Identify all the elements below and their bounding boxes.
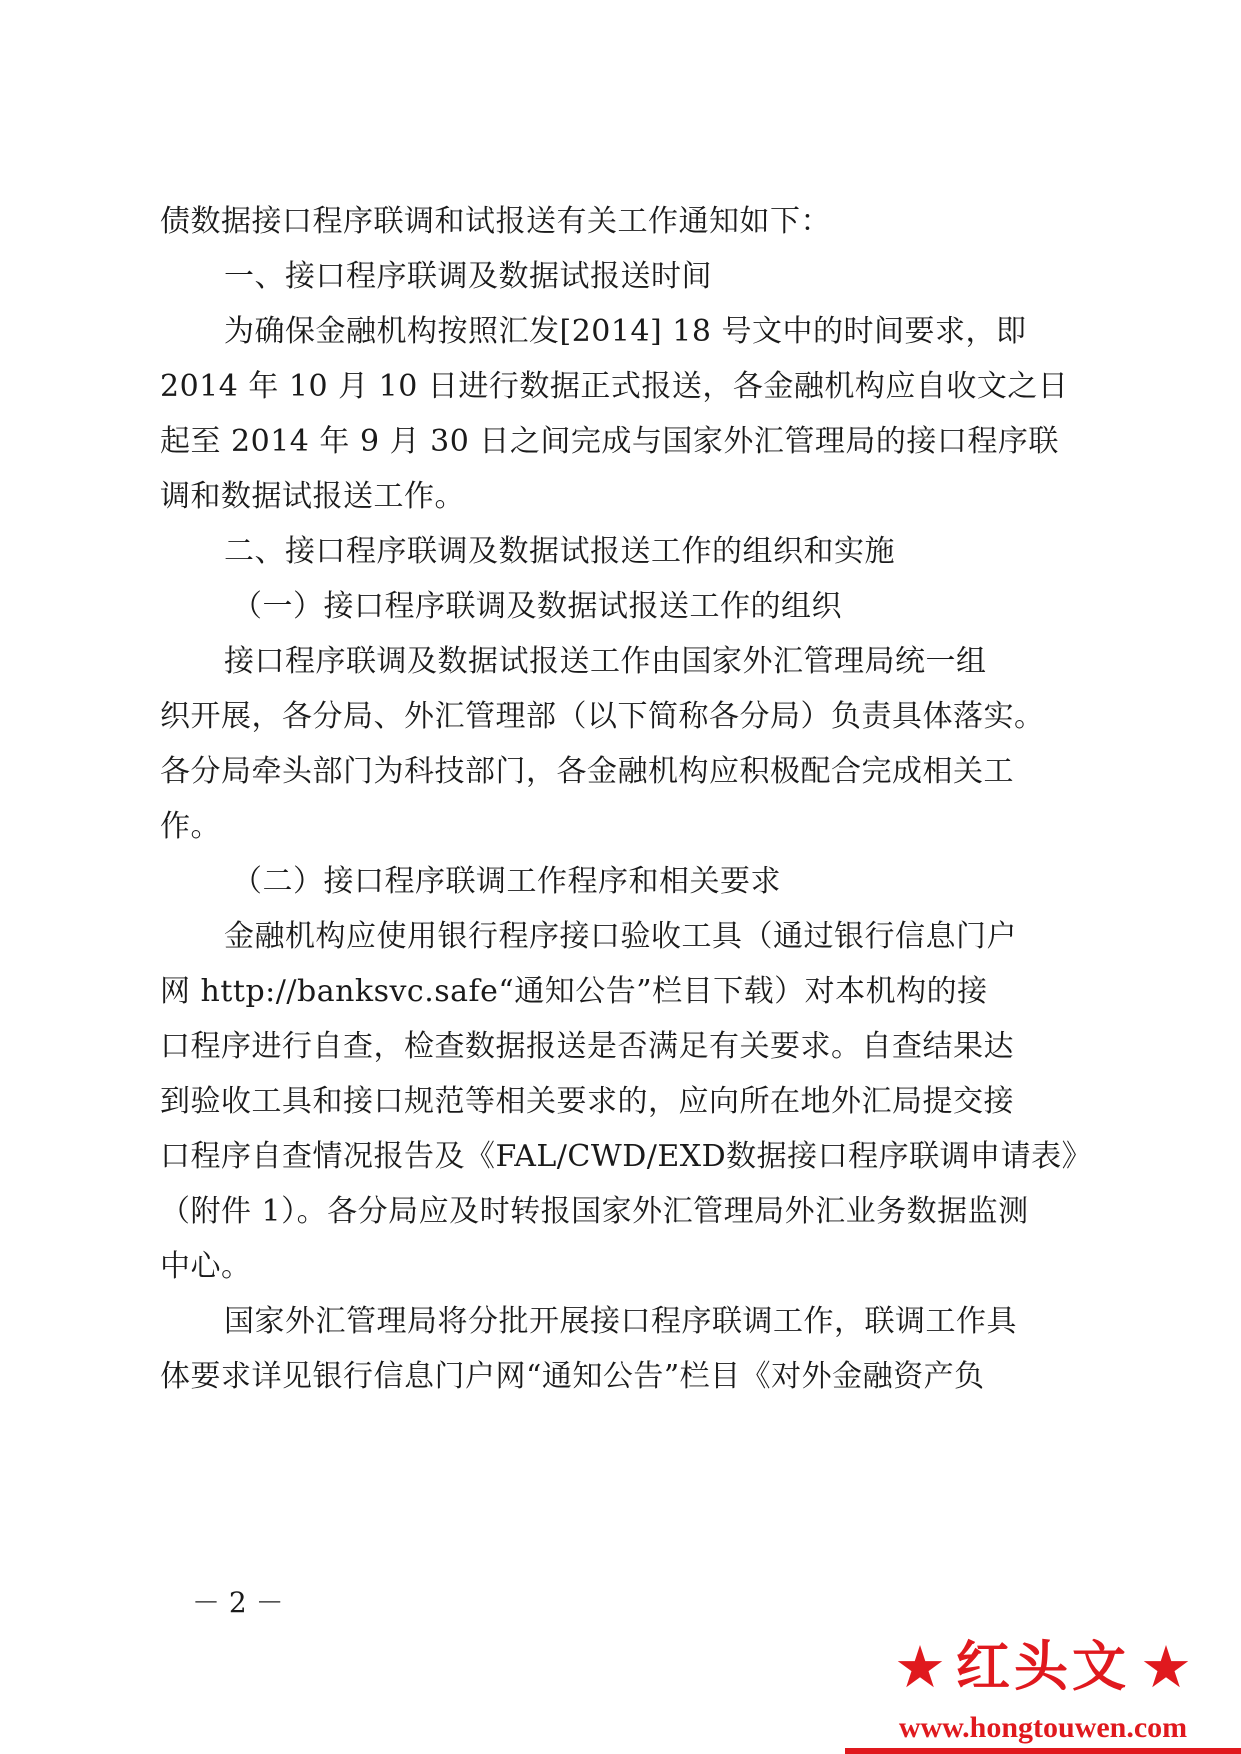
text-line: 2014 年 10 月 10 日进行数据正式报送，各金融机构应自收文之日: [160, 369, 1069, 404]
watermark-logo: [845, 1628, 1241, 1754]
text-line: 织开展，各分局、外汇管理部（以下简称各分局）负责具体落实。: [160, 699, 1045, 734]
subsection-heading: （二）接口程序联调工作程序和相关要求: [232, 864, 781, 899]
watermark-title: [845, 1628, 1241, 1706]
text-line: （附件 1）。各分局应及时转报国家外汇管理局外汇业务数据监测: [160, 1194, 1029, 1229]
text-line: 到验收工具和接口规范等相关要求的，应向所在地外汇局提交接: [160, 1084, 1014, 1119]
text-line: 口程序进行自查，检查数据报送是否满足有关要求。自查结果达: [160, 1029, 1014, 1064]
star-icon: ★: [894, 1633, 946, 1701]
text-line: 网 http://banksvc.safe“通知公告”栏目下载）对本机构的接: [160, 974, 988, 1009]
text-line: 金融机构应使用银行程序接口验收工具（通过银行信息门户: [224, 919, 1017, 954]
text-line: 国家外汇管理局将分批开展接口程序联调工作，联调工作具: [224, 1304, 1017, 1339]
text-line: 为确保金融机构按照汇发[2014] 18 号文中的时间要求，即: [224, 314, 1027, 349]
text-line: 接口程序联调及数据试报送工作由国家外汇管理局统一组: [224, 644, 987, 679]
watermark-underline: [845, 1748, 1241, 1754]
watermark-text: 红头文: [956, 1635, 1130, 1698]
text-line: 作。: [160, 809, 221, 844]
section-heading: 一、接口程序联调及数据试报送时间: [224, 259, 712, 294]
section-heading: 二、接口程序联调及数据试报送工作的组织和实施: [224, 534, 895, 569]
text-line: 中心。: [160, 1249, 252, 1284]
text-line: 债数据接口程序联调和试报送有关工作通知如下：: [160, 204, 831, 239]
text-line: 起至 2014 年 9 月 30 日之间完成与国家外汇管理局的接口程序联: [160, 424, 1059, 459]
text-line: 口程序自查情况报告及《FAL/CWD/EXD数据接口程序联调申请表》: [160, 1139, 1093, 1174]
watermark-url: www.hongtouwen.com: [898, 1711, 1188, 1744]
star-icon: ★: [1140, 1633, 1192, 1701]
text-line: 体要求详见银行信息门户网“通知公告”栏目《对外金融资产负: [160, 1359, 985, 1394]
page-number: － 2 －: [192, 1586, 284, 1619]
subsection-heading: （一）接口程序联调及数据试报送工作的组织: [232, 589, 842, 624]
text-line: 调和数据试报送工作。: [160, 479, 465, 514]
text-line: 各分局牵头部门为科技部门，各金融机构应积极配合完成相关工: [160, 754, 1014, 789]
